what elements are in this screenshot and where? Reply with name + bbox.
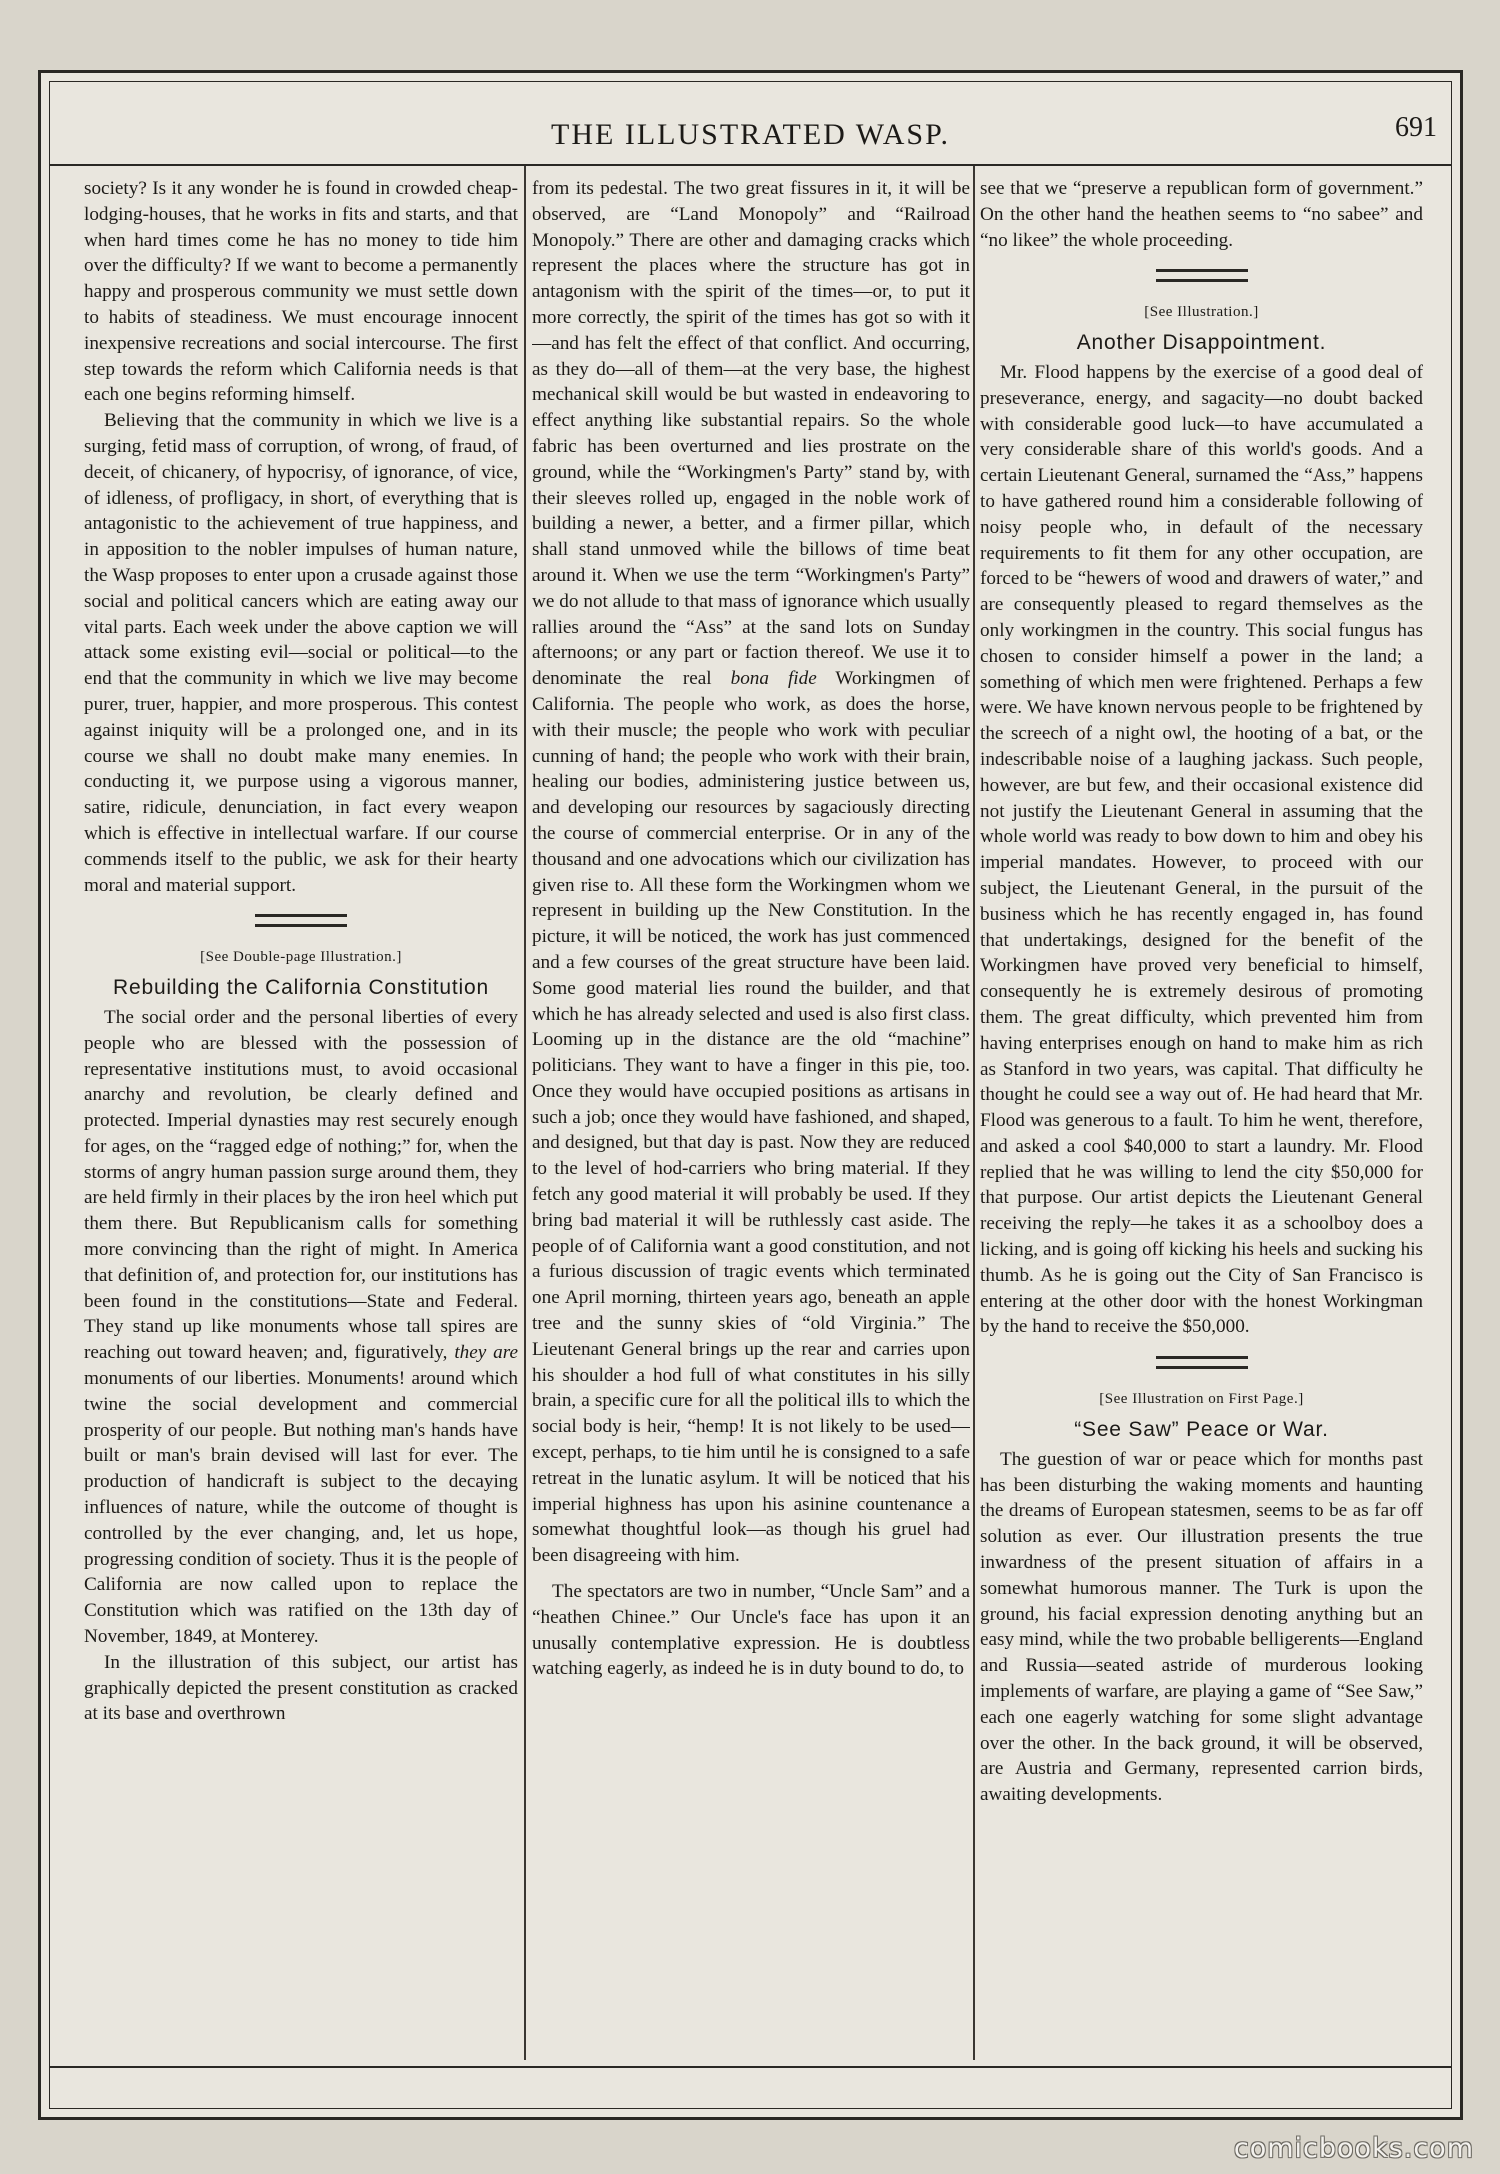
paragraph: The social order and the personal liberties of every people who are blessed with the possession of representative institutions must, to avoid occasional anarchy and revolution, be clearly defined and protected. Imperial dynasties may rest securely enough for ages, on the “ragged edge of nothing;” for, when the storms of angry human passion surge around them, they are held firmly in their places by the iron heel which put them there. But Republicanism calls for something more convincing than the right of might. In America that definition of, and protection for, our institutions has been found in the constitutions—State and Federal. They stand up like monuments whose tall spires are reaching out toward heaven; and, figuratively, they are monuments of our liberties. Monuments! around which twine the social development and commercial prosperity of our people. But nothing man's hands have built or man's brain devised will last for ever. The production of handicraft is subject to the decaying influences of nature, while the outcome of thought is controlled by the ever changing, and, let us hope, progressing condition of society. Thus it is the people of California are now called upon to replace the Constitution which was ratified on the 13th day of November, 1849, at Monterey. (84, 1006, 518, 1648)
paragraph: The spectators are two in number, “Uncle Sam” and a “heathen Chinee.” Our Uncle's face has upon it an unusally contemplative expression. He is doubtless watching eagerly, as indeed he is in duty bound to do, to (532, 1581, 970, 1680)
page-sheet (38, 70, 1463, 2120)
bottom-rule (50, 2066, 1451, 2068)
illustration-reference: [See Double-page Illustration.] (200, 949, 402, 966)
article-columns (50, 166, 1451, 2060)
illustration-reference: [See Illustration.] (1144, 304, 1259, 321)
paragraph: In the illustration of this subject, our artist has graphically depicted the present constitution as cracked at its base and overthrown (84, 1651, 518, 1725)
article-title: Another Disappointment. (1076, 331, 1327, 355)
section-divider (1156, 269, 1248, 282)
masthead (50, 82, 1451, 166)
site-watermark: comicbooks.com (1233, 2133, 1474, 2164)
paragraph: from its pedestal. The two great fissures in it, it will be observed, are “Land Monopoly” and “Railroad Monopoly.” There are other and damaging cracks which represent the places where the structure has got in antagonism with the spirit of the times—or, to put it more correctly, the spirit of the times has got so with it—and has felt the effect of that conflict. And occurring, as they do—all of them—at the very base, the highest mechanical skill would be but wasted in endeavoring to effect anything like substantial repairs. So the whole fabric has been overturned and lies prostrate on the ground, while the “Workingmen's Party” stand by, with their sleeves rolled up, engaged in the noble work of building a newer, a better, and a firmer pillar, which shall stand unmoved while the billows of time beat around it. When we use the term “Workingmen's Party” we do not allude to that mass of ignorance which usually rallies around the “Ass” at the sand lots on Sunday afternoons; or any part or faction thereof. We use it to denominate the real bona fide Workingmen of California. The people who work, as does the horse, with their muscle; the people who work with peculiar cunning of hand; the people who work with their brain, healing our bodies, administering justice between us, and developing our resources by sagaciously directing the course of commercial enterprise. Or in any of the thousand and one advocations which our civilization has given rise to. All these form the Workingmen whom we represent in building up the New Constitution. In the picture, it will be noticed, the work has just commenced and a few courses of the great structure have been laid. Some good material lies round the builder, and that which he has already selected and used is also first class. Looming up in the distance are the old “machine” politicians. They want to have a finger in this pie, too. Once they would have occupied positions as artisans in such a job; once they would have fashioned, and shaped, and designed, but that day is past. Now they are reduced to the level of hod-carriers who bring material. If they fetch any good material it will probably be used. If they bring bad material it will be ruthlessly cast aside. The people of of California want a good constitution, and not a furious discussion of tragic events which terminated one April morning, thirteen years ago, beneath an apple tree and the sunny skies of “old Virginia.” The Lieutenant General brings up the rear and carries upon his shoulder a hod full of what constitutes in his silly brain, a specific cure for all the political ills to which the social body is heir, “hemp! It is not likely to be used—except, perhaps, to tie him until he is consigned to a safe retreat in the lunatic asylum. It will be noticed that his imperial highness has upon his asinine countenance a somewhat thoughtful look—as though his gruel had been disagreeing with him. (532, 178, 970, 1567)
paragraph: society? Is it any wonder he is found in crowded cheap-lodging-houses, that he works in fits and starts, and that when hard times come he has no money to tide him over the difficulty? If we want to become a permanently happy and prosperous community we must settle down to habits of steadiness. We must encourage innocent inexpensive recreations and social intercourse. The first step towards the reform which California needs is that each one begins reforming himself. (84, 178, 518, 406)
column-divider (973, 166, 975, 2060)
page-number: 691 (1395, 112, 1437, 143)
article-title: “See Saw” Peace or War. (1074, 1418, 1329, 1442)
paragraph: The guestion of war or peace which for months past has been disturbing the waking moments and haunting the dreams of European statesmen, seems to be as far off solution as ever. Our illustration presents the true inwardness of the present situation of affairs in a somewhat humorous manner. The Turk is upon the ground, his facial expression denoting anything but an easy mind, while the two probable belligerents—England and Russia—seated astride of murderous looking implements of warfare, are playing a game of “See Saw,” each one eagerly watching for some slight advantage over the other. In the back ground, it will be observed, are Austria and Germany, represented carrion birds, awaiting developments. (980, 1448, 1423, 1806)
section-divider (255, 914, 347, 927)
paragraph: Mr. Flood happens by the exercise of a good deal of preseverance, energy, and sagacity—no doubt backed with considerable good luck—to have accumulated a very considerable share of this world's goods. And a certain Lieutenant General, surnamed the “Ass,” happens to have gathered round him a considerable following of noisy people who, in default of the necessary requirements to fit them for any other occupation, are forced to be “hewers of wood and drawers of water,” and are consequently pleased to regard themselves as the only workingmen in the country. This social fungus has chosen to consider himself a power in the land; a something of which men were frightened. Perhaps a few were. We have known nervous people to be frightened by the screech of a night owl, the hooting of a bat, or the indescribable noise of a laughing jackass. Such people, however, are but few, and their occasional existence did not justify the Lieutenant General in assuming that the whole world was ready to bow down to him and obey his imperial mandates. However, to proceed with our subject, the Lieutenant General, in the pursuit of the business which he has recently engaged in, has found that undertakings, designed for the benefit of the Workingmen have proved very beneficial to himself, consequently he is extremely desirous of promoting them. The great difficulty, which prevented him from having enterprises enough on hand to make him as rich as Stanford in two years, was capital. That difficulty he thought he could see a way out of. He had heard that Mr. Flood was generous to a fault. To him he went, therefore, and asked a cool $40,000 to start a laundry. Mr. Flood replied that he was willing to lend the city $50,000 for that purpose. Our artist depicts the Lieutenant General receiving the reply—he takes it as a schoolboy does a licking, and is going off kicking his heels and sucking his thumb. As he is going out the City of San Francisco is entering at the other door with the honest Workingman by the hand to receive the $50,000. (980, 361, 1423, 1338)
column-2 (532, 176, 970, 2060)
page-border (49, 81, 1452, 2109)
paragraph: Believing that the community in which we live is a surging, fetid mass of corruption, of wrong, of fraud, of deceit, of chicanery, of hypocrisy, of ignorance, of vice, of idleness, of profligacy, in short, of everything that is antagonistic to the achievement of true happiness, and in apposition to the nobler impulses of human nature, the Wasp proposes to enter upon a crusade against those social and political cancers which are eating away our vital parts. Each week under the above caption we will attack some existing evil—social or political—to the end that the community in which we live may become purer, truer, happier, and more prosperous. This contest against iniquity will be a prolonged one, and in its course we shall no doubt make many enemies. In conducting it, we purpose using a vigorous manner, satire, ridicule, denunciation, in fact every weapon which is effective in intellectual warfare. If our course commends itself to the public, we ask for their hearty moral and material support. (84, 410, 518, 896)
illustration-reference: [See Illustration on First Page.] (1099, 1391, 1304, 1408)
article-title: Rebuilding the California Constitution (113, 976, 489, 1000)
section-divider (1156, 1356, 1248, 1369)
column-3 (980, 176, 1423, 2060)
publication-title: THE ILLUSTRATED WASP. (551, 118, 950, 151)
column-divider (524, 166, 526, 2060)
column-1 (84, 176, 518, 2060)
paragraph: see that we “preserve a republican form of government.” On the other hand the heathen seems to “no sabee” and “no likee” the whole proceeding. (980, 178, 1423, 251)
